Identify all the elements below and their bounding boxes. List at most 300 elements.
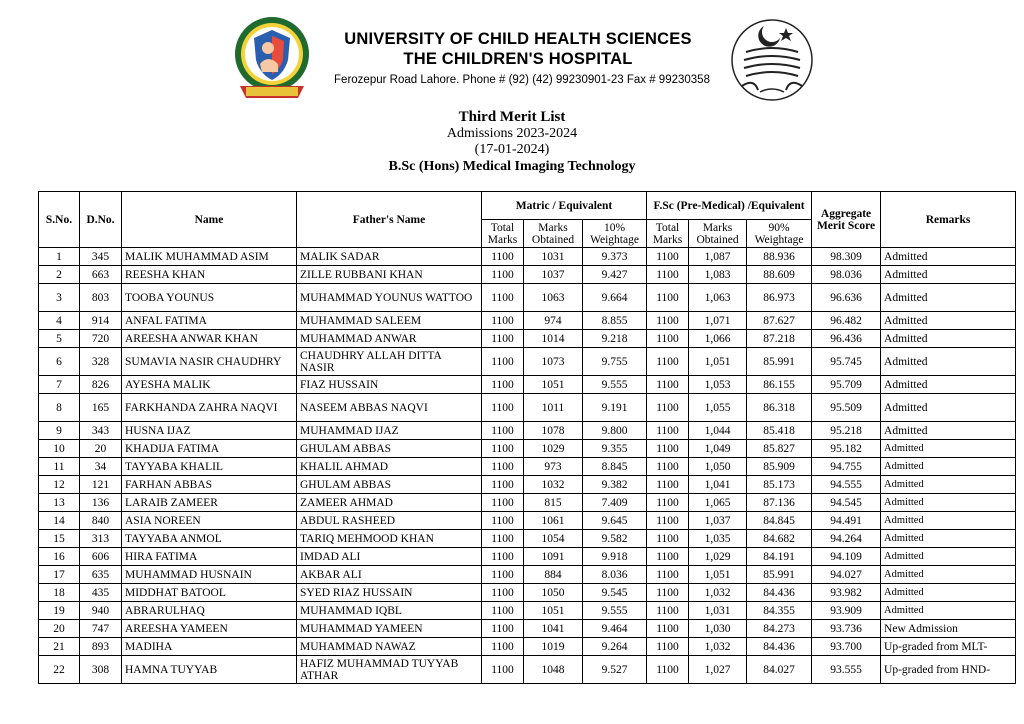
row-name: HIRA FATIMA (122, 548, 297, 566)
row-father: TARIQ MEHMOOD KHAN (297, 530, 482, 548)
col-fsc: F.Sc (Pre-Medical) /Equivalent (647, 192, 812, 220)
row-matric-obtained: 1041 (524, 620, 583, 638)
row-matric-obtained: 1032 (524, 476, 583, 494)
row-remarks: Admitted (881, 266, 1016, 284)
row-remarks: Admitted (881, 530, 1016, 548)
row-father: MUHAMMAD YOUNUS WATTOO (297, 284, 482, 312)
row-fsc-weight: 84.436 (747, 638, 812, 656)
row-aggregate: 93.555 (812, 656, 881, 684)
table-row (39, 602, 1016, 620)
row-matric-weight: 9.427 (583, 266, 647, 284)
row-matric-weight: 8.855 (583, 312, 647, 330)
row-fsc-weight: 87.136 (747, 494, 812, 512)
row-fsc-total: 1100 (647, 512, 689, 530)
row-aggregate: 95.218 (812, 422, 881, 440)
row-fsc-total: 1100 (647, 458, 689, 476)
row-aggregate: 94.491 (812, 512, 881, 530)
row-sno: 11 (39, 458, 80, 476)
row-sno: 7 (39, 376, 80, 394)
row-fsc-total: 1100 (647, 266, 689, 284)
row-sno: 17 (39, 566, 80, 584)
row-aggregate: 93.736 (812, 620, 881, 638)
row-father: MUHAMMAD IJAZ (297, 422, 482, 440)
row-fsc-total: 1100 (647, 530, 689, 548)
row-dno: 308 (80, 656, 122, 684)
table-row (39, 266, 1016, 284)
row-matric-obtained: 1050 (524, 584, 583, 602)
row-fsc-weight: 85.827 (747, 440, 812, 458)
row-matric-total: 1100 (482, 330, 524, 348)
row-dno: 635 (80, 566, 122, 584)
row-remarks: Admitted (881, 476, 1016, 494)
row-sno: 2 (39, 266, 80, 284)
row-father: ABDUL RASHEED (297, 512, 482, 530)
row-matric-obtained: 1061 (524, 512, 583, 530)
row-father: FIAZ HUSSAIN (297, 376, 482, 394)
col-fsc-obtained: Marks Obtained (689, 220, 747, 248)
row-dno: 328 (80, 348, 122, 376)
row-fsc-obtained: 1,044 (689, 422, 747, 440)
row-fsc-weight: 85.991 (747, 348, 812, 376)
row-father: CHAUDHRY ALLAH DITTA NASIR (297, 348, 482, 376)
row-remarks: Admitted (881, 376, 1016, 394)
row-fsc-total: 1100 (647, 584, 689, 602)
row-dno: 606 (80, 548, 122, 566)
row-remarks: Admitted (881, 512, 1016, 530)
row-fsc-obtained: 1,030 (689, 620, 747, 638)
row-fsc-obtained: 1,031 (689, 602, 747, 620)
row-fsc-obtained: 1,041 (689, 476, 747, 494)
row-aggregate: 95.709 (812, 376, 881, 394)
row-matric-total: 1100 (482, 530, 524, 548)
row-fsc-obtained: 1,027 (689, 656, 747, 684)
row-fsc-obtained: 1,051 (689, 566, 747, 584)
row-sno: 19 (39, 602, 80, 620)
row-fsc-weight: 85.173 (747, 476, 812, 494)
row-name: MUHAMMAD HUSNAIN (122, 566, 297, 584)
row-dno: 893 (80, 638, 122, 656)
program-name: B.Sc (Hons) Medical Imaging Technology (388, 159, 636, 174)
row-fsc-obtained: 1,065 (689, 494, 747, 512)
col-name: Name (122, 192, 297, 248)
row-fsc-obtained: 1,066 (689, 330, 747, 348)
table-row (39, 248, 1016, 266)
row-matric-obtained: 1019 (524, 638, 583, 656)
col-remarks: Remarks (881, 192, 1016, 248)
col-fsc-weight: 90% Weightage (747, 220, 812, 248)
row-fsc-total: 1100 (647, 620, 689, 638)
row-aggregate: 94.555 (812, 476, 881, 494)
row-fsc-obtained: 1,050 (689, 458, 747, 476)
row-sno: 14 (39, 512, 80, 530)
row-name: HAMNA TUYYAB (122, 656, 297, 684)
row-sno: 9 (39, 422, 80, 440)
row-fsc-weight: 84.027 (747, 656, 812, 684)
row-name: LARAIB ZAMEER (122, 494, 297, 512)
row-fsc-weight: 84.436 (747, 584, 812, 602)
table-row (39, 440, 1016, 458)
row-fsc-weight: 86.155 (747, 376, 812, 394)
row-aggregate: 94.264 (812, 530, 881, 548)
row-dno: 747 (80, 620, 122, 638)
row-matric-total: 1100 (482, 458, 524, 476)
row-sno: 13 (39, 494, 80, 512)
row-matric-obtained: 1078 (524, 422, 583, 440)
row-fsc-total: 1100 (647, 494, 689, 512)
row-fsc-obtained: 1,037 (689, 512, 747, 530)
row-name: MALIK MUHAMMAD ASIM (122, 248, 297, 266)
row-name: SUMAVIA NASIR CHAUDHRY (122, 348, 297, 376)
row-sno: 1 (39, 248, 80, 266)
university-name: UNIVERSITY OF CHILD HEALTH SCIENCES (344, 30, 692, 48)
row-name: TOOBA YOUNUS (122, 284, 297, 312)
row-sno: 20 (39, 620, 80, 638)
row-fsc-weight: 84.191 (747, 548, 812, 566)
merit-list-title: Third Merit List (458, 109, 566, 125)
col-matric-total: Total Marks (482, 220, 524, 248)
row-father: ZAMEER AHMAD (297, 494, 482, 512)
row-remarks: Admitted (881, 330, 1016, 348)
table-row (39, 566, 1016, 584)
table-row (39, 494, 1016, 512)
row-fsc-weight: 84.355 (747, 602, 812, 620)
col-aggregate: Aggregate Merit Score (812, 192, 881, 248)
row-matric-obtained: 1051 (524, 602, 583, 620)
col-matric-weight: 10% Weightage (583, 220, 647, 248)
row-name: FARKHANDA ZAHRA NAQVI (122, 394, 297, 422)
row-name: MIDDHAT BATOOL (122, 584, 297, 602)
row-fsc-weight: 86.973 (747, 284, 812, 312)
hospital-name: THE CHILDREN'S HOSPITAL (403, 50, 633, 68)
row-fsc-total: 1100 (647, 476, 689, 494)
row-sno: 8 (39, 394, 80, 422)
row-fsc-obtained: 1,053 (689, 376, 747, 394)
row-name: ASIA NOREEN (122, 512, 297, 530)
row-father: AKBAR ALI (297, 566, 482, 584)
row-remarks: Admitted (881, 602, 1016, 620)
row-matric-weight: 9.555 (583, 602, 647, 620)
row-aggregate: 96.636 (812, 284, 881, 312)
row-matric-total: 1100 (482, 512, 524, 530)
row-sno: 6 (39, 348, 80, 376)
row-dno: 826 (80, 376, 122, 394)
row-dno: 136 (80, 494, 122, 512)
table-row (39, 394, 1016, 422)
row-remarks: Up-graded from MLT- (881, 638, 1016, 656)
row-name: TAYYABA ANMOL (122, 530, 297, 548)
row-matric-weight: 9.191 (583, 394, 647, 422)
row-matric-obtained: 1011 (524, 394, 583, 422)
row-aggregate: 94.755 (812, 458, 881, 476)
row-matric-total: 1100 (482, 494, 524, 512)
row-matric-weight: 9.664 (583, 284, 647, 312)
row-father: HAFIZ MUHAMMAD TUYYAB ATHAR (297, 656, 482, 684)
row-matric-weight: 9.218 (583, 330, 647, 348)
row-matric-weight: 9.373 (583, 248, 647, 266)
row-fsc-obtained: 1,032 (689, 584, 747, 602)
merit-table (38, 191, 1016, 684)
row-name: HUSNA IJAZ (122, 422, 297, 440)
row-fsc-weight: 84.845 (747, 512, 812, 530)
row-remarks: Admitted (881, 584, 1016, 602)
table-row (39, 312, 1016, 330)
table-row (39, 330, 1016, 348)
row-aggregate: 93.982 (812, 584, 881, 602)
row-fsc-total: 1100 (647, 638, 689, 656)
row-name: REESHA KHAN (122, 266, 297, 284)
row-matric-total: 1100 (482, 476, 524, 494)
row-aggregate: 94.027 (812, 566, 881, 584)
row-remarks: New Admission (881, 620, 1016, 638)
row-aggregate: 98.036 (812, 266, 881, 284)
row-fsc-total: 1100 (647, 602, 689, 620)
row-matric-obtained: 884 (524, 566, 583, 584)
row-dno: 940 (80, 602, 122, 620)
row-fsc-total: 1100 (647, 284, 689, 312)
row-matric-total: 1100 (482, 620, 524, 638)
row-fsc-obtained: 1,071 (689, 312, 747, 330)
row-matric-weight: 9.800 (583, 422, 647, 440)
row-name: FARHAN ABBAS (122, 476, 297, 494)
row-aggregate: 96.482 (812, 312, 881, 330)
row-aggregate: 93.700 (812, 638, 881, 656)
row-dno: 914 (80, 312, 122, 330)
row-fsc-obtained: 1,035 (689, 530, 747, 548)
row-fsc-weight: 85.418 (747, 422, 812, 440)
row-matric-total: 1100 (482, 602, 524, 620)
row-matric-obtained: 1014 (524, 330, 583, 348)
row-matric-weight: 9.582 (583, 530, 647, 548)
row-dno: 720 (80, 330, 122, 348)
row-fsc-obtained: 1,049 (689, 440, 747, 458)
row-name: ABRARULHAQ (122, 602, 297, 620)
row-dno: 803 (80, 284, 122, 312)
row-name: KHADIJA FATIMA (122, 440, 297, 458)
row-remarks: Up-graded from HND- (881, 656, 1016, 684)
row-fsc-obtained: 1,087 (689, 248, 747, 266)
row-aggregate: 95.745 (812, 348, 881, 376)
row-fsc-total: 1100 (647, 440, 689, 458)
table-row (39, 284, 1016, 312)
row-fsc-total: 1100 (647, 548, 689, 566)
row-fsc-weight: 85.909 (747, 458, 812, 476)
row-fsc-weight: 87.218 (747, 330, 812, 348)
row-fsc-obtained: 1,083 (689, 266, 747, 284)
row-fsc-weight: 87.627 (747, 312, 812, 330)
row-fsc-total: 1100 (647, 248, 689, 266)
table-row (39, 638, 1016, 656)
row-dno: 165 (80, 394, 122, 422)
row-matric-weight: 8.036 (583, 566, 647, 584)
row-sno: 21 (39, 638, 80, 656)
row-sno: 16 (39, 548, 80, 566)
punjab-emblem-icon (724, 16, 820, 104)
table-row (39, 512, 1016, 530)
row-father: SYED RIAZ HUSSAIN (297, 584, 482, 602)
table-row (39, 620, 1016, 638)
row-dno: 663 (80, 266, 122, 284)
row-sno: 18 (39, 584, 80, 602)
col-fsc-total: Total Marks (647, 220, 689, 248)
session-label: Admissions 2023-2024 (446, 126, 578, 141)
row-sno: 4 (39, 312, 80, 330)
row-matric-obtained: 1048 (524, 656, 583, 684)
row-name: TAYYABA KHALIL (122, 458, 297, 476)
row-fsc-weight: 84.273 (747, 620, 812, 638)
row-remarks: Admitted (881, 548, 1016, 566)
table-row (39, 348, 1016, 376)
row-matric-weight: 9.555 (583, 376, 647, 394)
row-matric-total: 1100 (482, 440, 524, 458)
row-dno: 34 (80, 458, 122, 476)
row-matric-total: 1100 (482, 584, 524, 602)
row-fsc-total: 1100 (647, 422, 689, 440)
row-remarks: Admitted (881, 566, 1016, 584)
table-row (39, 530, 1016, 548)
row-matric-weight: 9.264 (583, 638, 647, 656)
table-row (39, 548, 1016, 566)
row-father: MUHAMMAD NAWAZ (297, 638, 482, 656)
row-sno: 12 (39, 476, 80, 494)
row-aggregate: 94.109 (812, 548, 881, 566)
row-matric-obtained: 1054 (524, 530, 583, 548)
row-fsc-total: 1100 (647, 348, 689, 376)
row-matric-weight: 9.527 (583, 656, 647, 684)
row-matric-total: 1100 (482, 548, 524, 566)
letterhead (0, 0, 1024, 110)
row-name: AYESHA MALIK (122, 376, 297, 394)
row-father: MUHAMMAD IQBL (297, 602, 482, 620)
row-matric-obtained: 1031 (524, 248, 583, 266)
row-matric-total: 1100 (482, 376, 524, 394)
row-sno: 22 (39, 656, 80, 684)
col-matric: Matric / Equivalent (482, 192, 647, 220)
row-father: GHULAM ABBAS (297, 440, 482, 458)
row-fsc-total: 1100 (647, 376, 689, 394)
row-father: MALIK SADAR (297, 248, 482, 266)
row-matric-weight: 8.845 (583, 458, 647, 476)
row-father: IMDAD ALI (297, 548, 482, 566)
row-remarks: Admitted (881, 394, 1016, 422)
row-matric-weight: 9.755 (583, 348, 647, 376)
col-father: Father's Name (297, 192, 482, 248)
row-remarks: Admitted (881, 312, 1016, 330)
row-sno: 15 (39, 530, 80, 548)
row-remarks: Admitted (881, 248, 1016, 266)
row-matric-weight: 9.918 (583, 548, 647, 566)
uchs-logo-icon (232, 14, 312, 104)
table-row (39, 422, 1016, 440)
list-titles (312, 108, 712, 175)
address-line: Ferozepur Road Lahore. Phone # (92) (42) 99230901-23 Fax # 99230358 (334, 74, 710, 86)
row-dno: 121 (80, 476, 122, 494)
table-row (39, 476, 1016, 494)
row-matric-weight: 9.545 (583, 584, 647, 602)
row-matric-obtained: 1091 (524, 548, 583, 566)
col-sno: S.No. (39, 192, 80, 248)
row-sno: 10 (39, 440, 80, 458)
row-aggregate: 95.509 (812, 394, 881, 422)
row-dno: 840 (80, 512, 122, 530)
row-aggregate: 93.909 (812, 602, 881, 620)
row-matric-total: 1100 (482, 656, 524, 684)
row-fsc-total: 1100 (647, 566, 689, 584)
row-matric-total: 1100 (482, 266, 524, 284)
row-father: ZILLE RUBBANI KHAN (297, 266, 482, 284)
row-sno: 3 (39, 284, 80, 312)
row-matric-obtained: 815 (524, 494, 583, 512)
row-fsc-weight: 88.609 (747, 266, 812, 284)
row-matric-weight: 9.382 (583, 476, 647, 494)
row-father: MUHAMMAD SALEEM (297, 312, 482, 330)
row-matric-obtained: 973 (524, 458, 583, 476)
row-matric-total: 1100 (482, 566, 524, 584)
row-fsc-obtained: 1,055 (689, 394, 747, 422)
row-aggregate: 94.545 (812, 494, 881, 512)
row-sno: 5 (39, 330, 80, 348)
row-remarks: Admitted (881, 440, 1016, 458)
row-fsc-obtained: 1,063 (689, 284, 747, 312)
row-matric-obtained: 1063 (524, 284, 583, 312)
row-fsc-weight: 85.991 (747, 566, 812, 584)
row-fsc-weight: 84.682 (747, 530, 812, 548)
row-remarks: Admitted (881, 348, 1016, 376)
row-matric-obtained: 974 (524, 312, 583, 330)
row-matric-obtained: 1051 (524, 376, 583, 394)
row-father: MUHAMMAD ANWAR (297, 330, 482, 348)
row-remarks: Admitted (881, 422, 1016, 440)
row-matric-total: 1100 (482, 394, 524, 422)
row-remarks: Admitted (881, 284, 1016, 312)
row-fsc-obtained: 1,051 (689, 348, 747, 376)
row-matric-total: 1100 (482, 638, 524, 656)
table-row (39, 584, 1016, 602)
row-name: AREESHA ANWAR KHAN (122, 330, 297, 348)
row-aggregate: 96.436 (812, 330, 881, 348)
row-father: MUHAMMAD YAMEEN (297, 620, 482, 638)
row-fsc-total: 1100 (647, 656, 689, 684)
row-dno: 313 (80, 530, 122, 548)
row-father: NASEEM ABBAS NAQVI (297, 394, 482, 422)
row-fsc-total: 1100 (647, 394, 689, 422)
row-fsc-total: 1100 (647, 330, 689, 348)
row-father: GHULAM ABBAS (297, 476, 482, 494)
table-row (39, 458, 1016, 476)
table-row (39, 656, 1016, 684)
row-dno: 20 (80, 440, 122, 458)
row-matric-total: 1100 (482, 248, 524, 266)
row-fsc-weight: 86.318 (747, 394, 812, 422)
row-matric-weight: 9.645 (583, 512, 647, 530)
table-row (39, 376, 1016, 394)
col-matric-obtained: Marks Obtained (524, 220, 583, 248)
row-remarks: Admitted (881, 494, 1016, 512)
row-remarks: Admitted (881, 458, 1016, 476)
row-aggregate: 98.309 (812, 248, 881, 266)
row-matric-weight: 9.464 (583, 620, 647, 638)
row-matric-obtained: 1029 (524, 440, 583, 458)
row-dno: 435 (80, 584, 122, 602)
list-date: (17-01-2024) (474, 142, 550, 157)
row-matric-obtained: 1037 (524, 266, 583, 284)
col-dno: D.No. (80, 192, 122, 248)
row-aggregate: 95.182 (812, 440, 881, 458)
row-matric-weight: 9.355 (583, 440, 647, 458)
row-name: MADIHA (122, 638, 297, 656)
row-father: KHALIL AHMAD (297, 458, 482, 476)
row-dno: 345 (80, 248, 122, 266)
row-fsc-obtained: 1,029 (689, 548, 747, 566)
